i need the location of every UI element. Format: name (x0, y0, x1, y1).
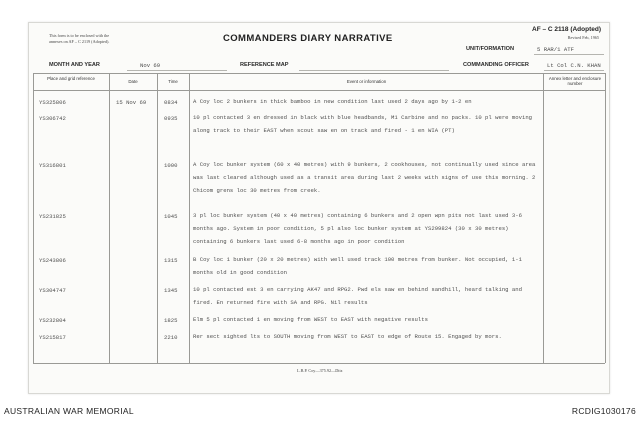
entry-event: B Coy loc 1 bunker (20 x 20 metres) with well used track 100 metres from bunker. Not occupied, 1-1 months old in good condition (193, 256, 522, 277)
table-top-rule (33, 73, 605, 74)
grid-reference: YS304747 (39, 287, 66, 294)
entry-time: 1000 (164, 162, 178, 169)
source-caption: AUSTRALIAN WAR MEMORIAL (4, 406, 134, 416)
grid-reference: YS316801 (39, 162, 66, 169)
unit-label: UNIT/FORMATION (466, 46, 515, 52)
entry-date: 15 Nov 69 (116, 99, 147, 106)
unit-value: 5 RAR/1 ATF (537, 46, 574, 53)
commanding-officer-label: COMMANDING OFFICER (463, 62, 529, 68)
form-revised: Revised Feb, 1965 (567, 35, 599, 40)
column-header-time: Time (168, 79, 178, 84)
column-header-annex: Annex letter and enclosure number (548, 76, 602, 87)
column-header-date: Date (128, 79, 138, 84)
entry-event: 10 pl contacted 3 en dressed in black with blue headbands, M1 Carbine and no packs. 10 pl were moving along track to their EAST when scout saw en on track and fired - 1 en WIA (PT) (193, 114, 533, 135)
commanding-officer-value: Lt Col C.N. KHAN (547, 62, 601, 69)
form-note-line1: This form is to be enclosed with the (49, 33, 110, 38)
entry-time: 1825 (164, 317, 178, 324)
record-id: RCDIG1030176 (571, 406, 636, 416)
entry-time: 2210 (164, 334, 178, 341)
reference-map-label: REFERENCE MAP (240, 62, 289, 68)
month-year-label: MONTH AND YEAR (49, 62, 100, 68)
grid-reference: YS306742 (39, 115, 66, 122)
entry-time: 1045 (164, 213, 178, 220)
form-note-line2: annexes on AF – C 2119 (Adopted). (49, 39, 110, 44)
page-title: COMMANDERS DIARY NARRATIVE (223, 33, 393, 44)
entry-event: Rer sect sighted lts to SOUTH moving from WEST to EAST to edge of Route 15. Engaged by mors. (193, 333, 502, 340)
grid-reference: YS243806 (39, 257, 66, 264)
column-header-place: Place and grid reference (47, 76, 95, 81)
entry-time: 0935 (164, 115, 178, 122)
column-header-event: Event or information (346, 79, 387, 84)
entry-event: A Coy loc 2 bunkers in thick bamboo in new condition last used 2 days ago by 1-2 en (193, 98, 472, 105)
entry-time: 1315 (164, 257, 178, 264)
grid-reference: YS231825 (39, 213, 66, 220)
entry-event: Elm 5 pl contacted 1 en moving from WEST to EAST with negative results (193, 316, 428, 323)
entry-time: 0834 (164, 99, 178, 106)
printer-imprint: L.B.P. Coy—375.92—Ditz (297, 368, 343, 373)
entry-event: 10 pl contacted est 3 en carrying AK47 and RPG2. Pwd els saw en behind sandhill, heard talking and fired. En returned fire with SA and RPG. Nil results (193, 286, 522, 307)
grid-reference: YS232804 (39, 317, 66, 324)
entry-event: A Coy loc bunker system (60 x 40 metres) with 9 bunkers, 2 cookhouses, not continually used since area was last cleared although used as a transit area during last 2 weeks with signs of use this morning. 2 Chicom grens loc 30 metres from creek. (193, 161, 536, 195)
entry-time: 1345 (164, 287, 178, 294)
diary-page (28, 22, 610, 394)
table-bottom-rule (33, 363, 605, 364)
form-number: AF – C 2118 (Adopted) (532, 26, 601, 33)
grid-reference: YS325806 (39, 99, 66, 106)
table-header-rule (33, 90, 605, 91)
entry-event: 3 pl loc bunker system (40 x 40 metres) containing 6 bunkers and 2 open wpn pits not last used 3-6 months ago. System in poor condition, 5 pl also loc bunker system at YS299824 (30 x 30 metres) containing 6 bunkers last used 6-8 months ago in poor condition (193, 212, 522, 246)
month-year-value: Nov 69 (140, 62, 161, 69)
grid-reference: YS215817 (39, 334, 66, 341)
